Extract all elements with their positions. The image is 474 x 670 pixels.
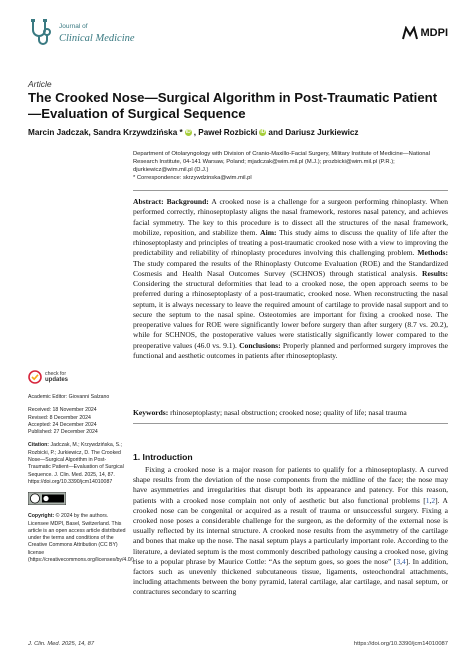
reference-link[interactable]: 3 [396,556,401,566]
abstract-background-label: Abstract: Background: [133,197,209,206]
sidebar [28,370,136,570]
check-for-updates-button[interactable] [28,370,126,384]
copyright-label: Copyright: [28,513,55,520]
author-names-2: , Paweł Rozbicki [193,128,258,137]
page-header [28,18,448,52]
check-for-updates-icon [28,370,42,384]
author-names-1: Marcin Jadczak, Sandra Krzywdzińska * [28,128,183,137]
check-for-updates-label [45,371,68,383]
publisher-logo [402,26,449,40]
keywords-label: Keywords: [133,408,169,417]
reference-link[interactable]: 4 [401,556,406,566]
abstract-aim-text: This study aims to discuss the quality of life after the rhinoseptoplasty and principles of treating a post-traumatic crooked nose with a view to improving the predictability and reliability of rhinoplasty procedures involving this challenging problem. [133,227,448,258]
correspondence: * Correspondence: skrzywdzinska@wim.mil.pl [133,174,252,181]
abstract-background-text: A crooked nose is a challenge for a surgeon performing rhinoplasty. When performed correctly, rhinoseptoplasty aligns the nasal framework, restores nasal patency, and achieves facial symmetry. The key to this procedure is to dissect all the structures of the nasal framework, mobilize, reposition, and stabilize them. [133,197,448,237]
published-date: Published: 27 December 2024 [28,429,98,436]
paragraph-text: , [429,495,432,505]
paragraph-text: Fixing a crooked nose is a major reason for patients to qualify for a rhinoseptoplasty. A curved shape results from the deviation of the nose components from the midline of the face; the nose may have asymmetries and irregularities that disrupt both its appearance and patency. For this reason, patients with a crooked nose complain not only of aesthetic but also functional problems [ [133,465,448,505]
keywords [133,408,448,418]
paragraph-text: ]. A crooked nose can be congenital or acquired as a result of trauma or unsuccessful surgery. Fixing a crooked nose poses a considerable challenge for the surgeon, as the deformity of the external nose is usually reflected by its internal structure. A crooked nose results from the asymmetry of the cartilage and bones that make up the nose. The nasal septum plays a particularly important role. According to the literature, a deviated septum is the most commonly described pathology causing a crooked nose, giving rise to a popular phrase by Maurice Cottle: “As the septum goes, so goes the nose” [ [133,495,448,566]
orcid-icon[interactable]: iD [185,129,191,135]
abstract-conclusions-label: Conclusions: [239,340,281,350]
check-line1: check for [45,371,67,377]
academic-editor: Academic Editor: Giovanni Salzano [28,394,110,400]
accepted-date: Accepted: 24 December 2024 [28,421,97,428]
affiliation-text: Department of Otolaryngology with Division of Cranio-Maxillo-Facial Surgery, Military Institute of Medicine—National Research Institute, 04-141 Warsaw, Poland; mjadczak@wim.mil.pl (M.J.); prozbicki@wim.mil.pl (P.R.); djurkiewicz@wim.mil.pl (D.J.) [133,151,430,173]
author-list [28,128,448,137]
journal-name-line2: Clinical Medicine [59,33,135,44]
citation-label: Citation: [28,442,50,449]
copyright [28,513,136,564]
cc-by-badge-icon[interactable] [28,492,66,505]
article-title: The Crooked Nose—Surgical Algorithm in Post-Traumatic Patient—Evaluation of Surgical Sequence [28,90,438,121]
affiliation [133,151,448,183]
footer-journal-ref: J. Clin. Med. 2025, 14, 87 [28,641,95,647]
abstract-methods-label: Methods: [417,248,448,258]
abstract-aim-label: Aim: [260,227,277,237]
journal-name-line1: Journal of [59,23,88,30]
reference-link[interactable]: 1 [425,495,430,505]
paragraph-text: ]. In addition, factors such as unevenly thickened subcutaneous tissue, ligaments, osteochondral attachments, including attachments between the bony pyramid, lateral cartilage, alar cartilage, and nasal septum, or contractures secondary to scarring [133,556,448,597]
dates [28,407,126,436]
keywords-text: rhinoseptoplasty; nasal obstruction; crooked nose; quality of life; nasal trauma [168,408,407,417]
divider [133,423,448,424]
journal-name [59,21,135,44]
abstract-results-text: Considering the structural deformities that lead to a crooked nose, the open approach seems to be preferred during a rhinoseptoplasty of a post-traumatic, crooked nose. When reconstructing the nasal septum, it is always necessary to leave the required amount of cartilage to provide nasal support and to secure the septum to the nasal spine. Osteotomies are important for fixing a crooked nose. The preoperative values for ROE were significantly lower before surgery than after surgery (8.7 vs. 20.2), while for SCHNOS, the postoperative values were statistically significantly lower compared to the preoperative values (46.0 vs. 9.1). [133,279,448,350]
page-footer [28,641,448,647]
check-line2: updates [45,377,69,383]
revised-date: Revised: 8 December 2024 [28,414,91,421]
mdpi-logo-icon [402,26,418,40]
footer-doi-link[interactable]: https://doi.org/10.3390/jcm14010087 [353,641,448,647]
abstract-methods-text: The study compared the results of the Rhinoplasty Outcome Evaluation (ROE) and the Standardized Cosmesis and Health Nasal Outcomes Survey (SCHNOS) through statistical analysis. [133,258,448,278]
author-names-3: and Dariusz Jurkiewicz [268,128,359,137]
copyright-text: © 2024 by the authors. Licensee MDPI, Basel, Switzerland. This article is an open access article distributed under the terms and conditions of the Creative Commons Attribution (CC BY) license (https://creativecommons.org/licenses/by/4.0/). [28,513,136,564]
article-type: Article [28,79,52,89]
orcid-icon[interactable]: iD [260,129,266,135]
received-date: Received: 18 November 2024 [28,407,97,414]
publisher-name: MDPI [420,27,448,39]
citation [28,442,126,486]
divider [133,190,448,191]
abstract-conclusions-text: Properly planned and performed surgery improves the functional and aesthetic outcomes in patients after rhinoseptoplasty. [133,340,448,360]
citation-text: Jadczak, M.; Krzywdzińska, S.; Rozbicki, P.; Jurkiewicz, D. The Crooked Nose—Surgical Algorithm in Post-Traumatic Patient—Evaluation of Surgical Sequence. J. Clin. Med. 2025, 14, 87. https://doi.org/10.3390/jcm14010087 [28,442,124,485]
paragraph-text: , [400,556,402,566]
stethoscope-icon [28,18,54,48]
reference-link[interactable]: 2 [431,495,436,505]
abstract-results-label: Results: [422,268,448,278]
abstract [133,197,448,361]
section-heading: 1. Introduction [133,452,193,462]
introduction-paragraph [133,465,448,598]
